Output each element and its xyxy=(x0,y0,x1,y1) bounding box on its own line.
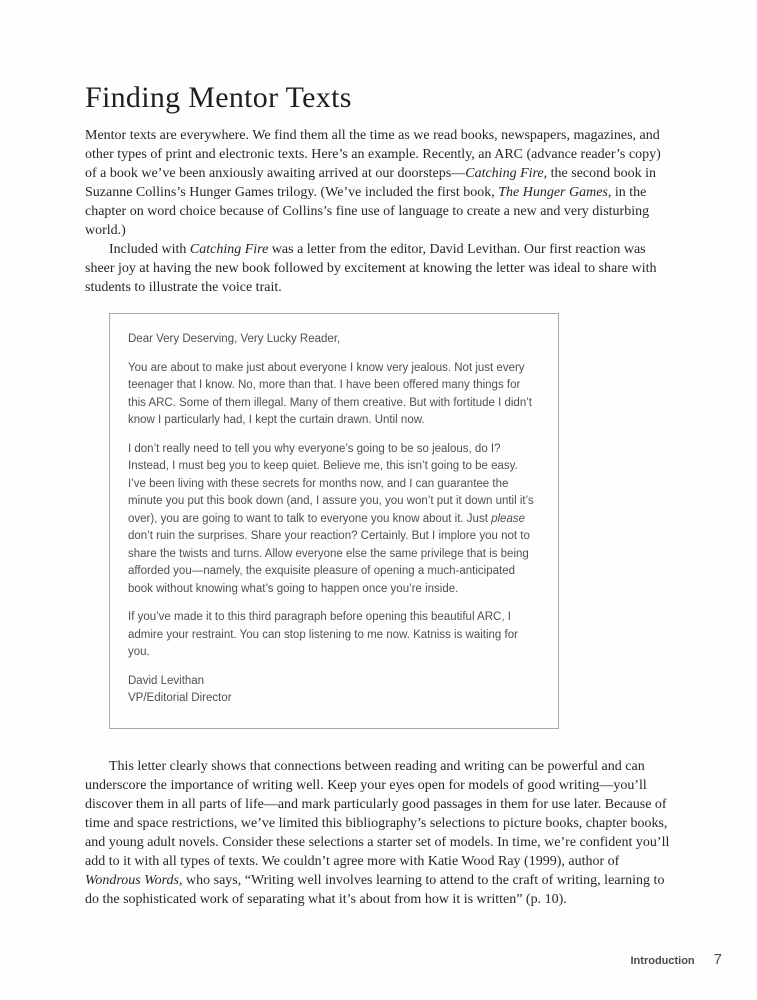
intro-paragraph-1: Mentor texts are everywhere. We find them all the time as we read books, newspapers, magazines, and other types of print and electronic texts. Here’s an example. Recently, an ARC (advance reader’s copy) of a book we’ve been anxiously awaiting arrived at our doorsteps—Catching Fire, the second book in Suzanne Collins’s Hunger Games trilogy. (We’ve included the first book, The Hunger Games, in the chapter on word choice because of Collins’s fine use of language to create a new and very disturbing world.) xyxy=(85,128,661,238)
page-footer xyxy=(631,951,723,968)
letter-paragraph-2: I don’t really need to tell you why everyone’s going to be so jealous, do I? Instead, I must beg you to keep quiet. Believe me, this isn’t going to be easy. I’ve been living with these secrets for months now, and I can guarantee the minute you put this book down (and, I assure you, you won’t put it down until it’s over), you are going to want to talk to everyone you know about it. Just please don’t ruin the surprises. Share your reaction? Certainly. But I implore you not to share the twists and turns. Allow everyone else the same privilege that is being afforded you—namely, the exquisite pleasure of opening a much-anticipated book without knowing what’s going to happen once you’re inside. xyxy=(128,442,534,595)
letter-signature xyxy=(128,673,538,708)
page-content xyxy=(85,82,675,909)
letter-signature-name: David Levithan xyxy=(128,674,205,687)
intro-section xyxy=(85,126,675,297)
closing-section xyxy=(85,757,675,909)
intro-paragraph-2: Included with Catching Fire was a letter from the editor, David Levithan. Our first reaction was sheer joy at having the new book followed by excitement at knowing the letter was ideal to share with students to illustrate the voice trait. xyxy=(85,242,657,295)
letter-box xyxy=(109,313,559,729)
footer-section-label: Introduction xyxy=(630,955,695,967)
footer-page-number: 7 xyxy=(713,951,722,968)
letter-salutation: Dear Very Deserving, Very Lucky Reader, xyxy=(128,333,341,345)
closing-paragraph: This letter clearly shows that connections between reading and writing can be powerful and can underscore the importance of writing well. Keep your eyes open for models of good writing—you’ll discover them in all parts of life—and mark particularly good passages in them for use later. Because of time and space restrictions, we’ve limited this bibliography’s selections to picture books, chapter books, and young adult novels. Consider these selections a starter set of models. In time, we’re confident you’ll add to it with all types of texts. We couldn’t agree more with Katie Wood Ray (1999), author of Wondrous Words, who says, “Writing well involves learning to attend to the craft of writing, learning to do the sophisticated work of separating what it’s about from how it is written” (p. 10). xyxy=(85,758,670,907)
letter-paragraph-1: You are about to make just about everyone I know very jealous. Not just every teenager that I know. No, more than that. I have been offered many things for this ARC. Some of them illegal. Many of them creative. But with fortitude I didn’t know I particularly had, I kept the curtain drawn. Until now. xyxy=(128,361,532,426)
letter-paragraph-3: If you’ve made it to this third paragraph before opening this beautiful ARC, I admire your restraint. You can stop listening to me now. Katniss is waiting for you. xyxy=(128,611,518,658)
letter-signature-title: VP/Editorial Director xyxy=(128,692,232,704)
page-title: Finding Mentor Texts xyxy=(85,81,352,114)
